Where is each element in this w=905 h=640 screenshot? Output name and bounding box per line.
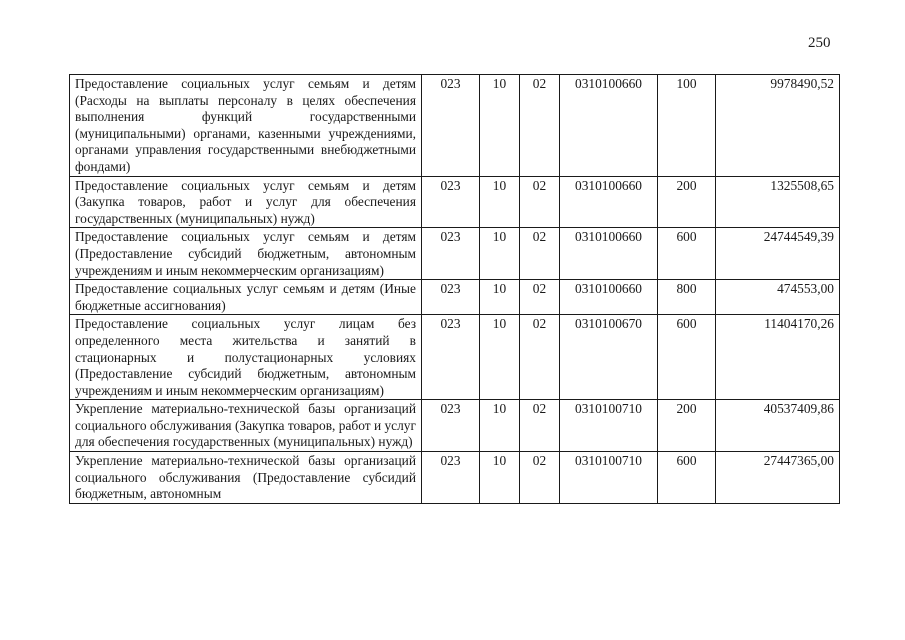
table-row	[70, 176, 840, 228]
row-target-article-code: 0310100710	[560, 400, 658, 452]
row-expense-type-code: 200	[658, 400, 716, 452]
row-expense-type-code: 200	[658, 176, 716, 228]
row-description: Укрепление материально-технической базы организаций социального обслуживания (Предоставление субсидий бюджетным, автономным	[70, 452, 422, 504]
row-department-code: 023	[422, 315, 480, 400]
row-subsection-code: 02	[520, 280, 560, 315]
row-department-code: 023	[422, 400, 480, 452]
row-department-code: 023	[422, 452, 480, 504]
row-section-code: 10	[480, 176, 520, 228]
row-subsection-code: 02	[520, 452, 560, 504]
row-description: Предоставление социальных услуг лицам без определенного места жительства и занятий в стационарных и полустационарных условиях (Предоставление субсидий бюджетным, автономным учреждениям и иным некоммерческим организациям)	[70, 315, 422, 400]
row-expense-type-code: 600	[658, 315, 716, 400]
row-target-article-code: 0310100660	[560, 280, 658, 315]
row-amount: 1325508,65	[716, 176, 840, 228]
row-department-code: 023	[422, 176, 480, 228]
row-amount: 474553,00	[716, 280, 840, 315]
row-section-code: 10	[480, 228, 520, 280]
row-subsection-code: 02	[520, 228, 560, 280]
row-expense-type-code: 800	[658, 280, 716, 315]
row-subsection-code: 02	[520, 400, 560, 452]
budget-table	[69, 74, 840, 504]
row-department-code: 023	[422, 228, 480, 280]
row-description: Предоставление социальных услуг семьям и детям (Закупка товаров, работ и услуг для обеспечения государственных (муниципальных) нужд)	[70, 176, 422, 228]
row-description: Предоставление социальных услуг семьям и детям (Иные бюджетные ассигнования)	[70, 280, 422, 315]
row-amount: 24744549,39	[716, 228, 840, 280]
row-department-code: 023	[422, 75, 480, 177]
row-amount: 11404170,26	[716, 315, 840, 400]
row-description: Предоставление социальных услуг семьям и детям (Предоставление субсидий бюджетным, автономным учреждениям и иным некоммерческим организациям)	[70, 228, 422, 280]
row-expense-type-code: 600	[658, 228, 716, 280]
row-expense-type-code: 600	[658, 452, 716, 504]
row-target-article-code: 0310100660	[560, 228, 658, 280]
table-row	[70, 452, 840, 504]
page-number: 250	[808, 35, 831, 51]
row-target-article-code: 0310100670	[560, 315, 658, 400]
row-section-code: 10	[480, 315, 520, 400]
row-subsection-code: 02	[520, 75, 560, 177]
row-target-article-code: 0310100660	[560, 176, 658, 228]
row-department-code: 023	[422, 280, 480, 315]
table-row	[70, 315, 840, 400]
row-amount: 27447365,00	[716, 452, 840, 504]
row-section-code: 10	[480, 280, 520, 315]
table-row	[70, 280, 840, 315]
row-subsection-code: 02	[520, 176, 560, 228]
row-description: Укрепление материально-технической базы организаций социального обслуживания (Закупка товаров, работ и услуг для обеспечения государственных (муниципальных) нужд)	[70, 400, 422, 452]
row-section-code: 10	[480, 400, 520, 452]
row-expense-type-code: 100	[658, 75, 716, 177]
row-section-code: 10	[480, 452, 520, 504]
row-section-code: 10	[480, 75, 520, 177]
table-row	[70, 400, 840, 452]
table-row	[70, 228, 840, 280]
row-target-article-code: 0310100660	[560, 75, 658, 177]
row-subsection-code: 02	[520, 315, 560, 400]
row-target-article-code: 0310100710	[560, 452, 658, 504]
table-row	[70, 75, 840, 177]
row-amount: 40537409,86	[716, 400, 840, 452]
row-amount: 9978490,52	[716, 75, 840, 177]
row-description: Предоставление социальных услуг семьям и детям (Расходы на выплаты персоналу в целях обеспечения выполнения функций государственными (муниципальными) органами, казенными учреждениями, органами управления государственными внебюджетными фондами)	[70, 75, 422, 177]
